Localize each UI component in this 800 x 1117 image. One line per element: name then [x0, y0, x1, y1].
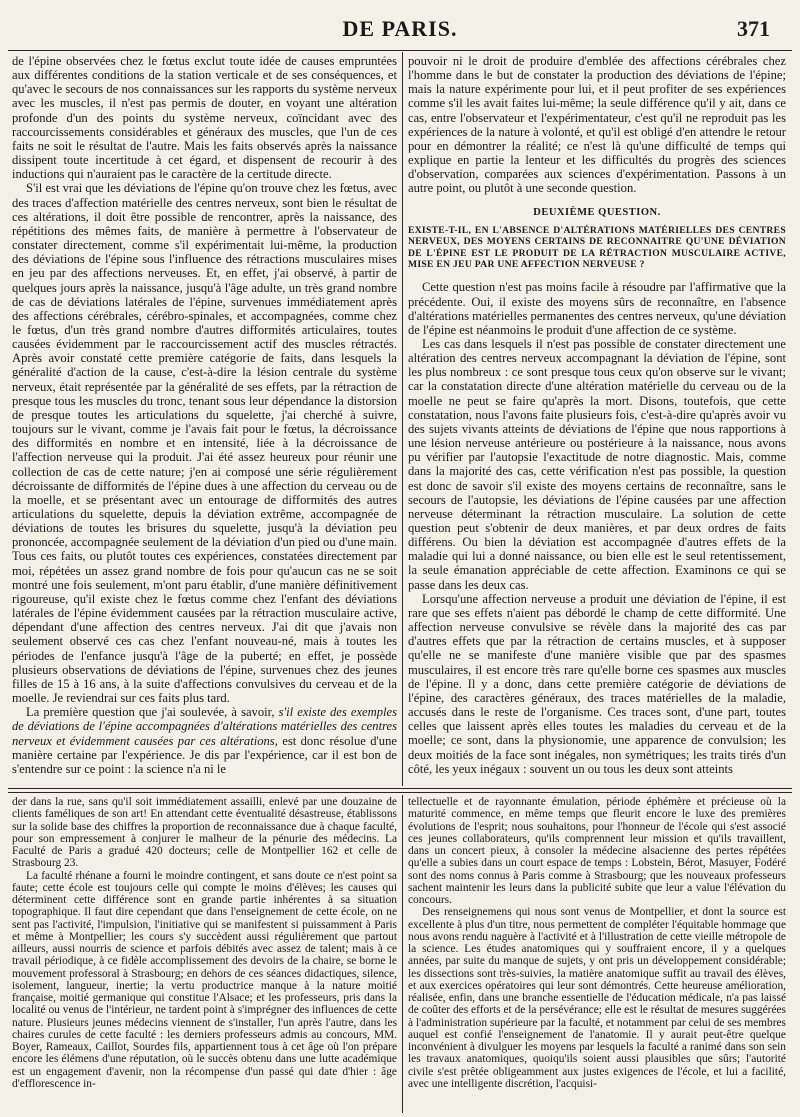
paragraph: La faculté rhénane a fourni le moindre contingent, et sans doute ce n'est point sa faute; cette école est toujours celle qui compte le moins d'élèves; les causes qui déterminent cette différence sont en grande partie inhérentes à sa situation topographique. Il faut dire cependant que dans l'enseignement de cette école, on ne sent pas l'activité, l'impulsion, l'initiative qui se manifestent si puissamment à Paris et même à Montpellier; les cours s'y succèdent aussi régulièrement que partout ailleurs, aussi nourris de science et parfois débités avec assez de talent; mais à ce travail périodique, à ce fidèle accomplissement des devoirs de la chaire, se borne le mouvement professoral à Strasbourg; en dehors de ces séances didactiques, silence, isolement, langueur, inertie; la vertu productrice manque à la nature moitié française, moitié germanique qui constitue l'Alsace; et les professeurs, pris dans la localité ou venus de l'intérieur, ne tardent point à s'imprégner des influences de cette nature. Plusieurs jeunes médecins viennent de s'installer, l'un après l'autre, dans les chaires curules de cette faculté : les derniers professeurs admis au concours, MM. Boyer, Rameaux, Caillot, Sourdes fils, appartiennent tous à cet âge où l'on prépare encore les élémens d'une réputation, où le succès obtenu dans une lutte académique est un engagement d'avenir, non la récompense d'un passé qui date d'hier : âge d'efflorescence in- — [12, 869, 397, 1090]
paragraph: Lorsqu'une affection nerveuse a produit une déviation de l'épine, il est rare que ses effets n'aient pas débordé le champ de cette difformité. Une affection nerveuse convulsive se révèle dans la majorité des cas par d'autres effets que par la rétraction de certains muscles, et à supposer qu'elle ne se manifeste d'une manière visible que par des spasmes musculaires, il est encore très rare qu'elle borne ces spasmes aux muscles de l'épine. Il y a donc, dans cette première catégorie de déviations de l'épine, des caractères généraux, des traces matérielles de la maladie, accusés dans le reste de l'organisme. Ces traces sont, d'une part, toutes celles que laissent après elles toutes les maladies du cerveau et de la moelle; ce sont, dans la physionomie, une apparence de convulsion; les deux moitiés de la face sont inégales, non symétriques; les traits tirés d'un côté, les yeux inégaux : souvent un ou tous les deux sont atteints — [408, 591, 786, 776]
paragraph: de l'épine observées chez le fœtus exclut toute idée de causes empruntées aux différentes conditions de la station verticale et de ses conséquences, et qu'avec le secours de nos connaissances sur les rapports du système nerveux avec les muscles, il n'est pas permis de douter, en voyant une altération profonde d'un des points du système nerveux, coïncidant avec des raccourcissements considérables et généraux des muscles, que l'un de ces faits ne soit le résultat de l'autre. Mais les faits observés après la naissance dissipent toute incertitude à cet égard, et dispensent de recourir à des inductions qui n'auraient pas le caractère de la certitude directe. — [12, 54, 397, 182]
question-statement: EXISTE-T-IL, EN L'ABSENCE D'ALTÉRATIONS MATÉRIELLES DES CENTRES NERVEUX, DES MOYENS CERTAINS DE RECONNAITRE QU'UNE DÉVIATION DE L'ÉPINE EST LE PRODUIT DE LA RÉTRACTION MUSCULAIRE ACTIVE, MISE EN JEU PAR UNE AFFECTION NERVEUSE ? — [408, 224, 786, 270]
text-run: La première question que j'ai soulevée, à savoir, — [26, 705, 279, 720]
column-divider-bottom — [402, 795, 403, 1113]
feuilleton-column-right — [408, 796, 786, 1113]
page-header — [0, 10, 800, 50]
paragraph: der dans la rue, sans qu'il soit immédiatement assailli, enlevé par une douzaine de clients faméliques de son art! En attendant cette éventualité désastreuse, établissons sur la solide base des chiffres la proportion de reconnaissance due à chaque faculté, pour son empressement à conjurer le malheur de la pénurie des médecins. La Faculté de Paris a gradué 420 docteurs; celle de Montpellier 162 et celle de Strasbourg 23. — [12, 796, 397, 870]
text-run: , est donc résolue d'une manière certaine par l'expérience. Je dis par l'expérience, car il est bon de s'entendre sur ce point : la science n'a ni le — [12, 733, 397, 776]
header-rule — [8, 50, 792, 51]
paragraph-conclusion — [12, 705, 397, 776]
section-heading: DEUXIÈME QUESTION. — [533, 206, 661, 218]
article-column-left — [12, 54, 397, 786]
italic-question: s'il existe des exemples de déviations de l'épine accompagnées d'altérations matérielles des centres nerveux et évidemment causées par ces altérations — [12, 705, 397, 748]
article-column-right — [408, 54, 786, 786]
feuilleton-column-left — [12, 796, 397, 1113]
paragraph: Cette question n'est pas moins facile à résoudre par l'affirmative que la précédente. Oui, il existe des moyens sûrs de reconnaître, en l'absence d'altérations matérielles permanentes des centres nerveux, qu'une déviation de l'épine est néanmoins le produit d'une affection de ce système. — [408, 280, 786, 337]
paragraph: pouvoir ni le droit de produire d'emblée des affections cérébrales chez l'homme dans le but de constater la production des déviations de l'épine; mais la nature expérimente pour lui, et il peut profiter de ses expériences comme s'il les avait faites lui-même; la seule différence qu'il y ait, dans ce cas, entre l'observateur et l'expérimentateur, c'est qu'il ne reproduit pas les expériences de la nature à volonté, et qu'il est obligé d'en attendre le retour pour en démontrer la réalité; ce n'est là qu'une difficulté de temps qui explique en partie la lenteur et les difficultés du progrès des sciences d'observation, comparées aux sciences d'expérimentation. Passons à un autre point, ou plutôt à une seconde question. — [408, 54, 786, 196]
paragraph: Des renseignemens qui nous sont venus de Montpellier, et dont la source est excellente à plus d'un titre, nous permettent de compléter l'équitable hommage que nous avons rendu naguère à l'activité et à l'illustration de cette vieille métropole de la science. Les études anatomiques qui y souffraient encore, il y a quelques années, par suite du manque de sujets, y ont pris un développement considérable; les dissections sont très-suivies, la matière anatomique suffit au travail des élèves, et aux exercices opératoires qui leur sont démontrés. Cette heureuse amélioration, réalisée, enfin, dans une branche essentielle de l'éducation médicale, n'a pas laissé de coûter des efforts et de la persévérance; elle est le résultat de mesures suggérées à l'administration supérieure par la faculté, et notamment par celui de ses membres auquel est confié l'enseignement de l'anatomie. Il y aurait peut-être quelque inconvénient à divulguer les moyens par lesquels la faculté a ranimé dans son sein les travaux anatomiques, quoiqu'ils soient aussi plausibles que sûrs; l'autorité civile s'est prêtée obligeamment aux justes exigences de l'école, et lui a facilité, avec une intelligente discrétion, l'acquisi- — [408, 906, 786, 1090]
paragraph: Les cas dans lesquels il n'est pas possible de constater directement une altération des centres nerveux accompagnant la déviation de l'épine, sont les plus nombreux : ce sont presque tous ceux qu'on observe sur le vivant; car la constatation directe d'une altération matérielle du cerveau ou de la moelle ne peut se faire qu'après la mort. Disons, toutefois, que cette constatation, nous l'avons faite plusieurs fois, c'est-à-dire qu'après avoir vu des sujets vivants atteints de déviations de l'épine que nous rapportions à une lésion nerveuse antérieure ou postérieure à la naissance, nous avons pu vérifier par l'autopsie l'exactitude de notre diagnostic. Mais, comme dans la majorité des cas, cette vérification n'est pas possible, la question est donc de savoir s'il existe des moyens certains de reconnaître, sans le secours de l'autopsie, les déviations de l'épine causées par une affection nerveuse déterminant la rétraction musculaire. La solution de cette question peut s'obtenir de deux manières, et par deux ordres de faits différens. Ou bien la déviation est accompagnée d'autres effets de la maladie qui lui a donné naissance, ou bien elle est le seul retentissement, la seule émanation appréciable de cette affection. Examinons ce qui se passe dans les deux cas. — [408, 336, 786, 592]
page-number: 371 — [737, 16, 770, 41]
paragraph: tellectuelle et de rayonnante émulation, période éphémère et précieuse où la maturité commence, en même temps que fleurit encore le luxe des premières évolutions de l'esprit; nous souhaitons, pour l'honneur de l'école qui s'est associé ces jeunes collaborateurs, qu'ils comprennent leur mission et qu'ils travaillent, dans un concert pieux, à consoler la médecine alsacienne des pertes répétées qu'elle a subies dans un court espace de temps : Lobstein, Bérot, Masuyer, Fodéré sont des noms connus à Paris comme à Strasbourg; que les nouveaux professeurs sachent maintenir les leurs dans la publicité subite que leur a value l'élévation du concours. — [408, 796, 786, 906]
section-rule — [8, 788, 792, 789]
running-title: DE PARIS. — [342, 16, 458, 41]
paragraph: S'il est vrai que les déviations de l'épine qu'on trouve chez les fœtus, avec des traces d'affection matérielle des centres nerveux, sont bien le résultat de ces altérations, il doit être possible de rencontrer, après la naissance, des répétitions des mêmes faits, de manière à permettre à l'observateur de constater directement, comme s'il expérimentait lui-même, la production des déviations de l'épine sous l'influence des rétractions musculaires mises en jeu par des affections nerveuses. Et, en effet, j'ai observé, à partir de quelques jours après la naissance, jusqu'à l'âge adulte, un très grand nombre de cas de déviations latérales de l'épine, survenues immédiatement après des affections cérébrales, cérébro-spinales, et accompagnées, comme chez le fœtus, d'un très grand nombre d'autres difformités articulaires, toutes causées évidemment par le raccourcissement actif des muscles rétractés. Après avoir constaté cette première catégorie de faits, dans lesquels la généralité d'action de la cause, c'est-à-dire la lésion centrale du système nerveux, était représentée par la généralité de ses effets, par la rétraction de presque tous les muscles du tronc, tenant sous leur dépendance la distorsion de presque toutes les articulations du squelette, j'ai cherché à suivre, toujours sur le vivant, comme je l'avais fait pour le fœtus, la décroissance des difformités en nombre et en intensité, liée à la décroissance de l'affection nerveuse qui la produit. J'ai été assez heureux pour réunir une collection de cas de cette nature; j'en ai composé une série régulièrement décroissante de difformités de l'épine dues à une affection du cerveau ou de la moelle, et se présentant avec un entourage de difformités des autres articulations du squelette, depuis la déviation extrême, accompagnée de déviations de toutes les brisures du squelette, jusqu'à la déviation peu prononcée, accompagnée seulement de la déviation d'un pied ou d'une main. Tous ces faits, ou plutôt toutes ces expériences, constatées directement par moi, répétées un assez grand nombre de fois pour qu'aucun cas ne se soit montré une fois seulement, m'ont paru établir, d'une manière définitivement rigoureuse, qu'il existe chez le fœtus comme chez l'enfant des déviations latérales de l'épine évidemment causées par la rétraction musculaire active, dépendant d'une affection des centres nerveux. J'ai dit que j'avais non seulement observé ces cas chez l'enfant nouveau-né, mais à toutes les périodes de l'enfance jusqu'à l'âge de la puberté; en effet, je possède plusieurs observations de déviations de l'épine, survenues chez des jeunes filles de 15 à 16 ans, à la suite d'affections convulsives du cerveau et de la moelle. Je reviendrai sur ces faits plus tard. — [12, 181, 397, 706]
column-divider-top — [402, 52, 403, 786]
section-rule-secondary — [8, 792, 792, 793]
